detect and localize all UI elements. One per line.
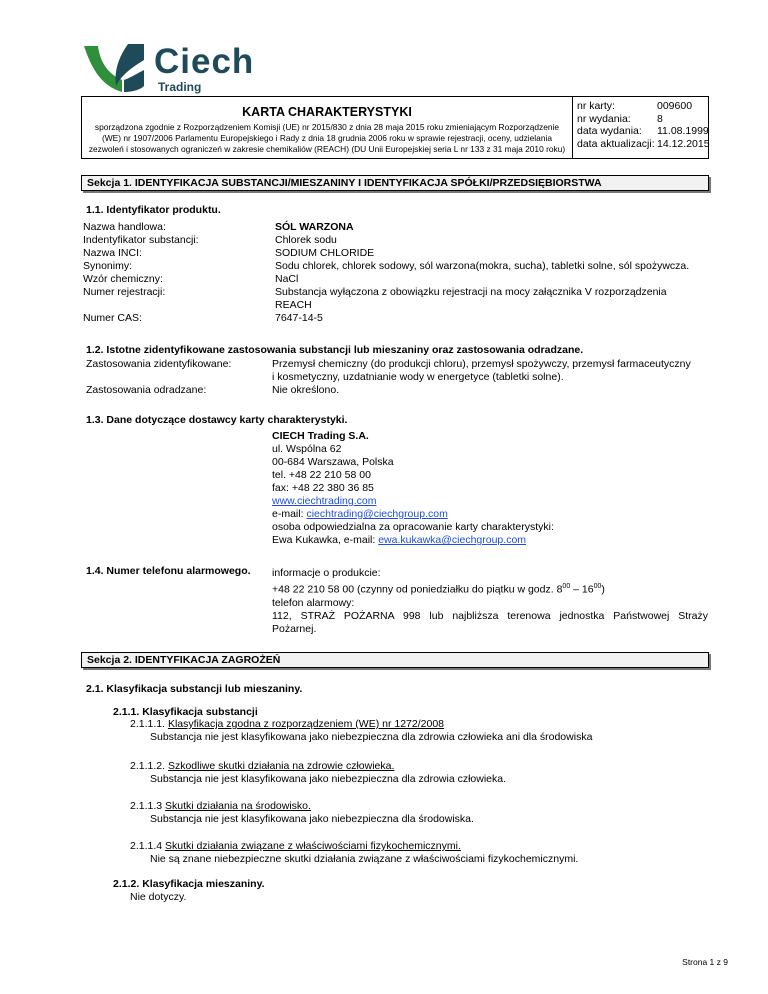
document-header bbox=[81, 96, 709, 159]
logo-mark-icon bbox=[82, 40, 146, 96]
person-email-link[interactable]: ewa.kukawka@ciechgroup.com bbox=[378, 534, 527, 546]
heading-2-1-2: 2.1.2. Klasyfikacja mieszaniny. bbox=[113, 878, 265, 890]
item-2-1-1-1: 2.1.1.1. Klasyfikacja zgodna z rozporządzeniem (WE) nr 1272/2008 Substancja nie jest klasyfikowana jako niebezpieczna dla zdrowia człowieka ani dla środowiska bbox=[130, 718, 593, 743]
website-link[interactable]: www.ciechtrading.com bbox=[272, 495, 377, 507]
item-2-1-1-4: 2.1.1.4 Skutki działania związane z właściwościami fizykochemicznymi. Nie są znane niebezpieczne skutki działania związane z właściwościami fizykochemicznymi. bbox=[130, 840, 579, 865]
meta-row: nr karty: 009600 bbox=[577, 100, 693, 112]
section-2-header: Sekcja 2. IDENTYFIKACJA ZAGROŻEŃ bbox=[81, 652, 709, 668]
logo-wordmark: Ciech bbox=[154, 42, 255, 81]
meta-row: data wydania: 11.08.1999 bbox=[577, 125, 709, 137]
page-number: Strona 1 z 9 bbox=[682, 957, 728, 967]
field-registration-cont: REACH bbox=[275, 299, 312, 311]
item-2-1-1-2: 2.1.1.2. Szkodliwe skutki działania na zdrowie człowieka. Substancja nie jest klasyfikowana jako niebezpieczna dla zdrowia człowieka. bbox=[130, 760, 507, 785]
heading-1-2: 1.2. Istotne zidentyfikowane zastosowania substancji lub mieszaniny oraz zastosowania odradzane. bbox=[86, 344, 584, 356]
product-fields bbox=[83, 221, 713, 325]
item-2-1-1-3: 2.1.1.3 Skutki działania na środowisko. Substancja nie jest klasyfikowana jako niebezpieczna dla środowiska. bbox=[130, 800, 474, 825]
field-formula: Wzór chemiczny: NaCl bbox=[83, 273, 299, 285]
heading-1-4: 1.4. Numer telefonu alarmowego. bbox=[86, 565, 251, 577]
document-title: KARTA CHARAKTERYSTYKI bbox=[242, 105, 412, 119]
meta-row: data aktualizacji: 14.12.2015 bbox=[577, 137, 710, 150]
heading-1-1: 1.1. Identyfikator produktu. bbox=[86, 204, 221, 216]
regulation-note: sporządzona zgodnie z Rozporządzeniem Komisji (UE) nr 2015/830 z dnia 28 maja 2015 roku zmieniającym Rozporządzenie (WE) nr 1907/2006 Parlamentu Europejskiego i Rady z dnia 18 grudnia 2006 roku w sprawie rejestracji, oceny, udzielania zezwoleń i stosowanych ograniczeń w zakresie chemikaliów (REACH) (DU Unii Europejskiej seria L nr 133 z 31 maja 2010 roku) bbox=[88, 122, 566, 154]
company-name: CIECH Trading S.A. bbox=[272, 430, 369, 442]
section-1-header: Sekcja 1. IDENTYFIKACJA SUBSTANCJI/MIESZANINY I IDENTYFIKACJA SPÓŁKI/PRZEDSIĘBIORSTWA bbox=[81, 175, 709, 191]
mixture-value: Nie dotyczy. bbox=[130, 891, 187, 903]
heading-2-1: 2.1. Klasyfikacja substancji lub mieszaniny. bbox=[86, 683, 303, 695]
header-title-cell bbox=[82, 97, 573, 158]
field-registration: Numer rejestracji: Substancja wyłączona z obowiązku rejestracji na mocy załącznika V rozporządzenia bbox=[83, 286, 667, 298]
emergency-block: informacje o produkcie: +48 22 210 58 00 (czynny od poniedziałku do piątku w godz. $8^{00} - 16^{00}$) telefon alarmowy: 112, STRAŻ POŻARNA 998 lub najbliższa terenowa jednostka Państwowej Straży Pożarnej. bbox=[272, 567, 708, 635]
email-link[interactable]: ciechtrading@ciechgroup.com bbox=[306, 508, 448, 520]
logo-subtitle: Trading bbox=[158, 80, 202, 94]
uses-block: Zastosowania zidentyfikowane: Przemysł chemiczny (do produkcji chloru), przemysł spożywczy, przemysł farmaceutyczny i kosmetyczny, uzdatnianie wody w energetyce (tabletki solne). Zastosowania odradzane: Nie określono. bbox=[86, 358, 691, 396]
heading-2-1-1: 2.1.1. Klasyfikacja substancji bbox=[113, 706, 258, 718]
field-cas: Numer CAS: 7647-14-5 bbox=[83, 312, 323, 324]
field-inci: Nazwa INCI: SODIUM CHLORIDE bbox=[83, 247, 375, 259]
field-trade-name: Nazwa handlowa: SÓL WARZONA bbox=[83, 221, 354, 233]
heading-1-3: 1.3. Dane dotyczące dostawcy karty charakterystyki. bbox=[86, 414, 348, 426]
meta-row: nr wydania: 8 bbox=[577, 112, 663, 125]
supplier-block: CIECH Trading S.A. ul. Wspólna 62 00-684 Warszawa, Polska tel. +48 22 210 58 00 fax: +48 22 380 36 85 www.ciechtrading.com e-mail: ciechtrading@ciechgroup.com osoba odpowiedzialna za opracowanie karty charakterystyki: Ewa Kukawka, e-mail: ewa.kukawka@ciechgroup.com bbox=[272, 430, 554, 546]
company-logo bbox=[82, 40, 282, 96]
header-meta bbox=[577, 100, 710, 150]
field-synonyms: Synonimy: Sodu chlorek, chlorek sodowy, sól warzona(mokra, sucha), tabletki solne, sól spożywcza. bbox=[83, 260, 690, 272]
field-substance-id: Indentyfikator substancji: Chlorek sodu bbox=[83, 234, 337, 246]
